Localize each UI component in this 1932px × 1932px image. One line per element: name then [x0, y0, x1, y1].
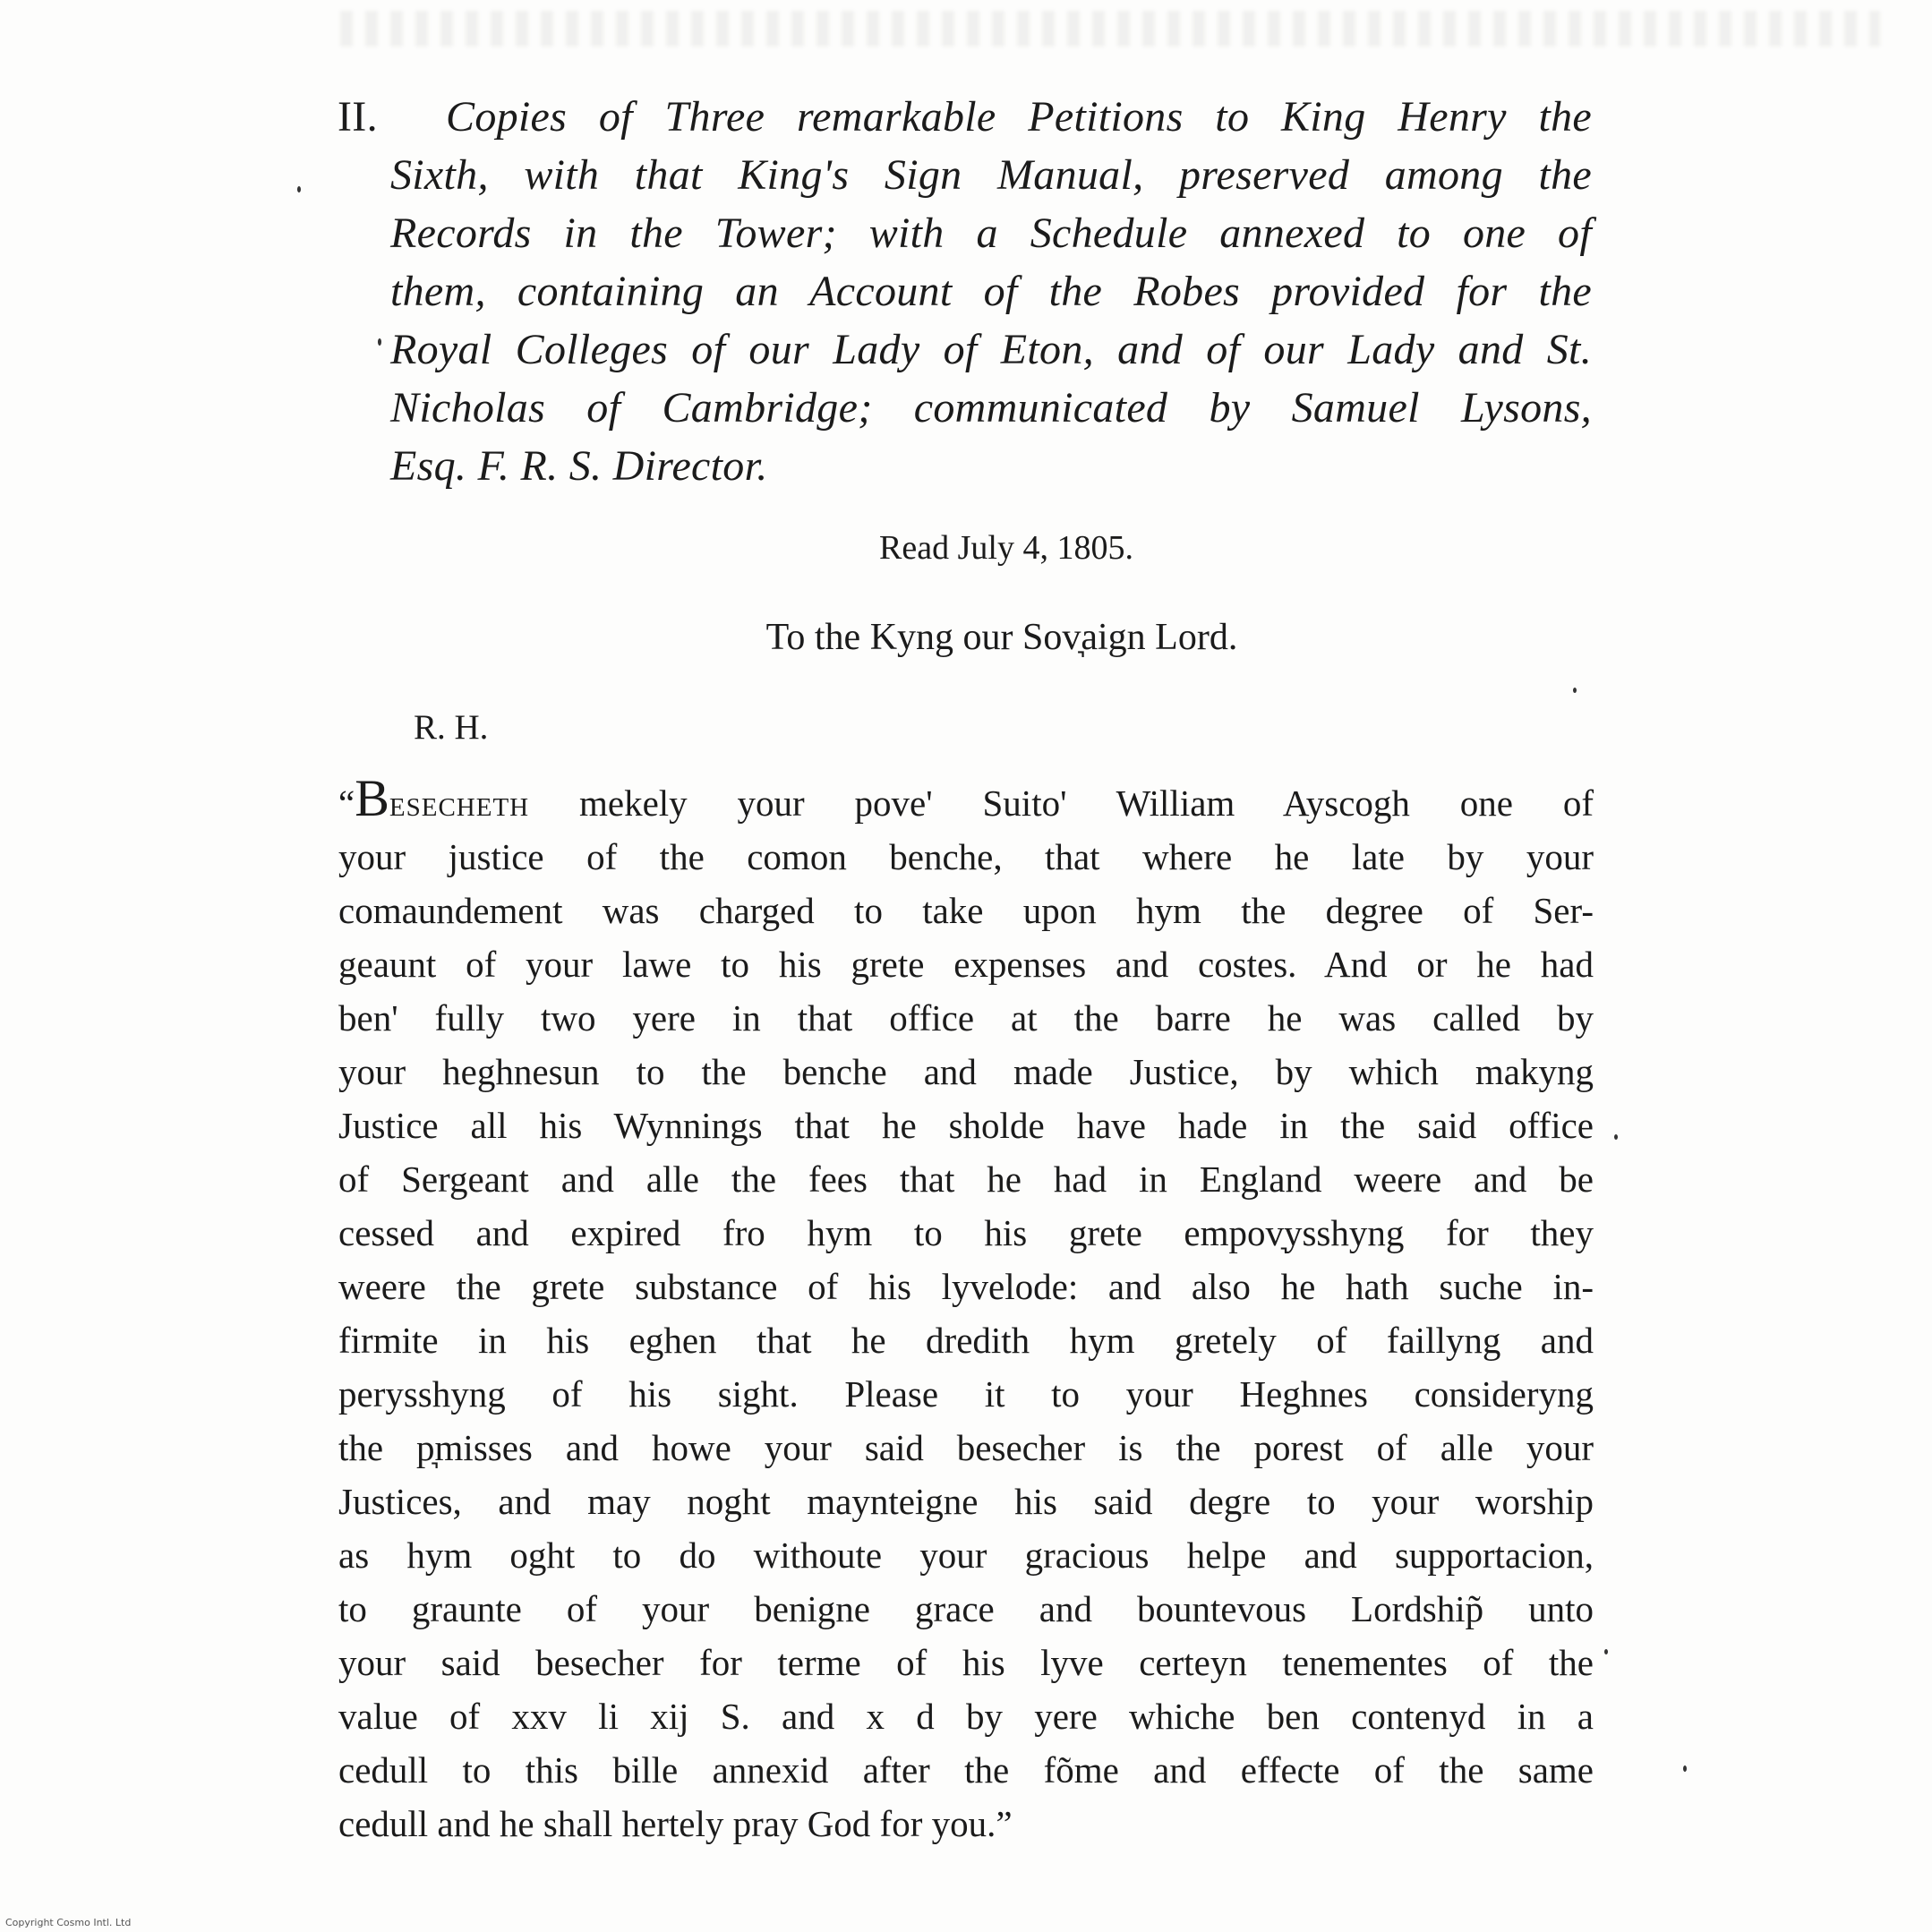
show-through-text [340, 11, 1880, 47]
petition-line: value of xxv li xij S. and x d by yere whiche ben contenyd in a [338, 1696, 1594, 1737]
paper-speck [1573, 688, 1577, 693]
petition-line: comaundement was charged to take upon hym the degree of Ser- [338, 890, 1594, 931]
paper-speck [1683, 1765, 1687, 1772]
petition-line: your heghnesun to the benche and made Justice, by which makyng [338, 1051, 1594, 1092]
petition-line: as hym oght to do withoute your gracious helpe and supportacion, [338, 1534, 1594, 1576]
heading-line: Records in the Tower; with a Schedule annexed to one of [390, 209, 1592, 257]
petition-line: cedull and he shall hertely pray God for you.” [338, 1803, 1013, 1844]
petition-line: Justice all his Wynnings that he sholde have hade in the said office [338, 1105, 1594, 1146]
petition-line: Justices, and may noght maynteigne his said degre to your worship [338, 1481, 1594, 1522]
petition-line: firmite in his eghen that he dredith hym gretely of faillyng and [338, 1320, 1594, 1361]
paper-speck [378, 338, 381, 346]
petition-line: geaunt of your lawe to his grete expenses and costes. And or he had [338, 944, 1594, 985]
petition-line [338, 769, 1594, 830]
heading-line: them, containing an Account of the Robes provided for the [390, 268, 1592, 315]
copyright-notice: Copyright Cosmo Intl. Ltd [5, 1917, 132, 1928]
paper-speck [297, 186, 301, 192]
heading-number: II. [338, 93, 378, 141]
heading-line: Copies of Three remarkable Petitions to King Henry the [446, 93, 1592, 141]
petition-line: to graunte of your benigne grace and bountevous Lordship̃ unto [338, 1588, 1594, 1629]
petition-line: the p͉misses and howe your said besecher is the porest of alle your [338, 1427, 1594, 1468]
paper-speck [1614, 1134, 1618, 1140]
petition-line: ben' fully two yere in that office at the barre he was called by [338, 997, 1594, 1039]
petition-line: weere the grete substance of his lyvelode: and also he hath suche in- [338, 1266, 1594, 1307]
heading-line: Esq. F. R. S. Director. [390, 442, 768, 490]
petition-line: your said besecher for terme of his lyve certeyn tenementes of the [338, 1642, 1594, 1683]
heading-line: Royal Colleges of our Lady of Eton, and of our Lady and St. [390, 326, 1592, 373]
petition-line: perysshyng of his sight. Please it to your Heghnes consideryng [338, 1373, 1594, 1415]
opening-quote: “ [338, 782, 355, 824]
petition-text [338, 769, 1594, 1851]
paper-heading [338, 88, 1592, 495]
paper-speck [1604, 1649, 1608, 1654]
first-line-rest: mekely your pove' Suito' William Ayscogh one of [529, 782, 1594, 824]
heading-line: Sixth, with that King's Sign Manual, preserved among the [390, 151, 1592, 199]
sign-manual-initials: R. H. [414, 708, 489, 747]
petition-line: cedull to this bille annexid after the fõme and effecte of the same [338, 1749, 1594, 1791]
petition-line: your justice of the comon benche, that where he late by your [338, 836, 1594, 877]
read-date: Read July 4, 1805. [879, 529, 1133, 567]
drop-cap: B [355, 769, 389, 827]
petition-line: of Sergeant and alle the fees that he had in England weere and be [338, 1158, 1594, 1200]
petition-line: cessed and expired fro hym to his grete empov͉ysshyng for they [338, 1212, 1594, 1253]
first-word: esecheth [389, 782, 530, 824]
heading-line: Nicholas of Cambridge; communicated by Samuel Lysons, [390, 384, 1592, 432]
petition-address: To the Kyng our Sov͉aign Lord. [765, 617, 1238, 658]
